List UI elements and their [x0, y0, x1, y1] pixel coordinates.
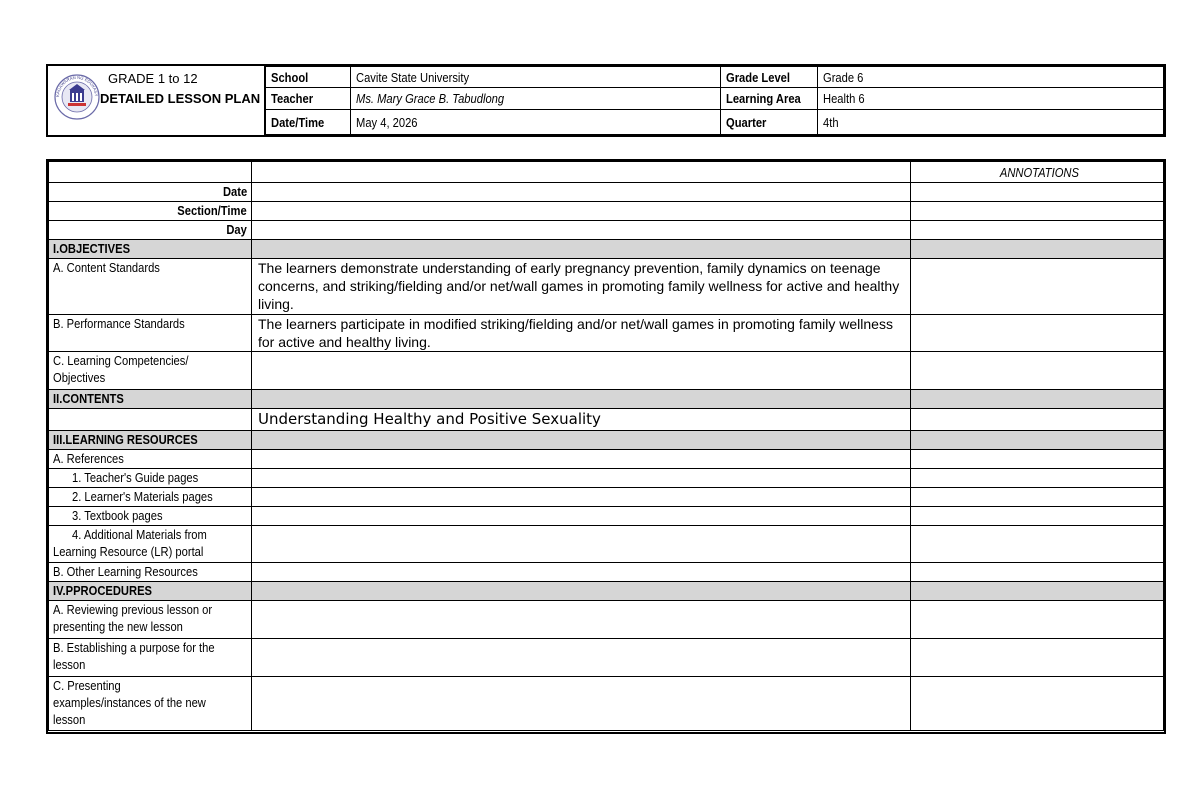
- table-row: [49, 202, 1164, 221]
- day-label: Day: [49, 221, 252, 240]
- teachers-guide-label: 1. Teacher's Guide pages: [49, 469, 252, 488]
- competencies-label: C. Learning Competencies/ Objectives: [49, 352, 252, 390]
- procedures-heading: IV.PPROCEDURES: [49, 582, 252, 601]
- table-row: [49, 352, 1164, 390]
- table-row: [49, 162, 1164, 183]
- procedure-c-label: C. Presenting examples/instances of the new lesson: [49, 677, 252, 731]
- table-row: [49, 677, 1164, 731]
- table-row: [49, 507, 1164, 526]
- header-table: [46, 64, 1166, 137]
- learners-materials-label: 2. Learner's Materials pages: [49, 488, 252, 507]
- table-row: [49, 469, 1164, 488]
- datetime-value: May 4, 2026: [350, 110, 720, 135]
- table-row: [49, 221, 1164, 240]
- plan-type-title: DETAILED LESSON PLAN: [100, 90, 261, 106]
- quarter-value: 4th: [817, 110, 1164, 135]
- table-row: [49, 315, 1164, 352]
- table-row: [49, 563, 1164, 582]
- section-row-procedures: [49, 582, 1164, 601]
- quarter-label: Quarter: [720, 110, 817, 135]
- procedure-b-label: B. Establishing a purpose for the lesson: [49, 639, 252, 677]
- datetime-label: Date/Time: [265, 110, 350, 135]
- school-label: School: [265, 67, 350, 88]
- section-time-label: Section/Time: [49, 202, 252, 221]
- annotations-header: ANNOTATIONS: [911, 162, 1164, 183]
- contents-heading: II.CONTENTS: [49, 390, 252, 409]
- contents-topic: Understanding Healthy and Positive Sexuality: [252, 409, 911, 431]
- learning-area-label: Learning Area: [720, 88, 817, 110]
- section-row-objectives: [49, 240, 1164, 259]
- section-row-resources: [49, 431, 1164, 450]
- lesson-plan-table: [46, 159, 1166, 734]
- learning-area-value: Health 6: [817, 88, 1164, 110]
- table-row: [49, 450, 1164, 469]
- grade-range-label: GRADE 1 to 12: [108, 70, 198, 86]
- performance-standards-text: The learners participate in modified striking/fielding and/or net/wall games in promoting family wellness for active and healthy living.: [252, 315, 911, 352]
- table-row: [49, 259, 1164, 315]
- content-standards-text: The learners demonstrate understanding of early pregnancy prevention, family dynamics on teenage concerns, and striking/fielding and/or net/wall games in promoting family wellness for active and healthy living.: [252, 259, 911, 315]
- table-row: [49, 488, 1164, 507]
- table-row: [49, 639, 1164, 677]
- teacher-value: Ms. Mary Grace B. Tabudlong: [350, 88, 720, 110]
- table-row: [49, 409, 1164, 431]
- deped-seal-icon: [54, 74, 100, 120]
- textbook-label: 3. Textbook pages: [49, 507, 252, 526]
- resources-heading: III.LEARNING RESOURCES: [49, 431, 252, 450]
- header-logo-cell: [48, 67, 265, 135]
- teacher-label: Teacher: [265, 88, 350, 110]
- references-label: A. References: [49, 450, 252, 469]
- content-standards-label: A. Content Standards: [49, 259, 252, 315]
- additional-materials-label: 4. Additional Materials from Learning Resource (LR) portal: [49, 526, 252, 563]
- table-row: [49, 526, 1164, 563]
- date-label: Date: [49, 183, 252, 202]
- table-row: [49, 183, 1164, 202]
- grade-level-label: Grade Level: [720, 67, 817, 88]
- performance-standards-label: B. Performance Standards: [49, 315, 252, 352]
- objectives-heading: I.OBJECTIVES: [49, 240, 252, 259]
- procedure-a-label: A. Reviewing previous lesson or presenting the new lesson: [49, 601, 252, 639]
- svg-text:KAGAWARAN NG EDUKASYON: KAGAWARAN NG EDUKASY: [54, 74, 100, 97]
- school-value: Cavite State University: [350, 67, 720, 88]
- other-resources-label: B. Other Learning Resources: [49, 563, 252, 582]
- table-row: [49, 601, 1164, 639]
- grade-level-value: Grade 6: [817, 67, 1164, 88]
- section-row-contents: [49, 390, 1164, 409]
